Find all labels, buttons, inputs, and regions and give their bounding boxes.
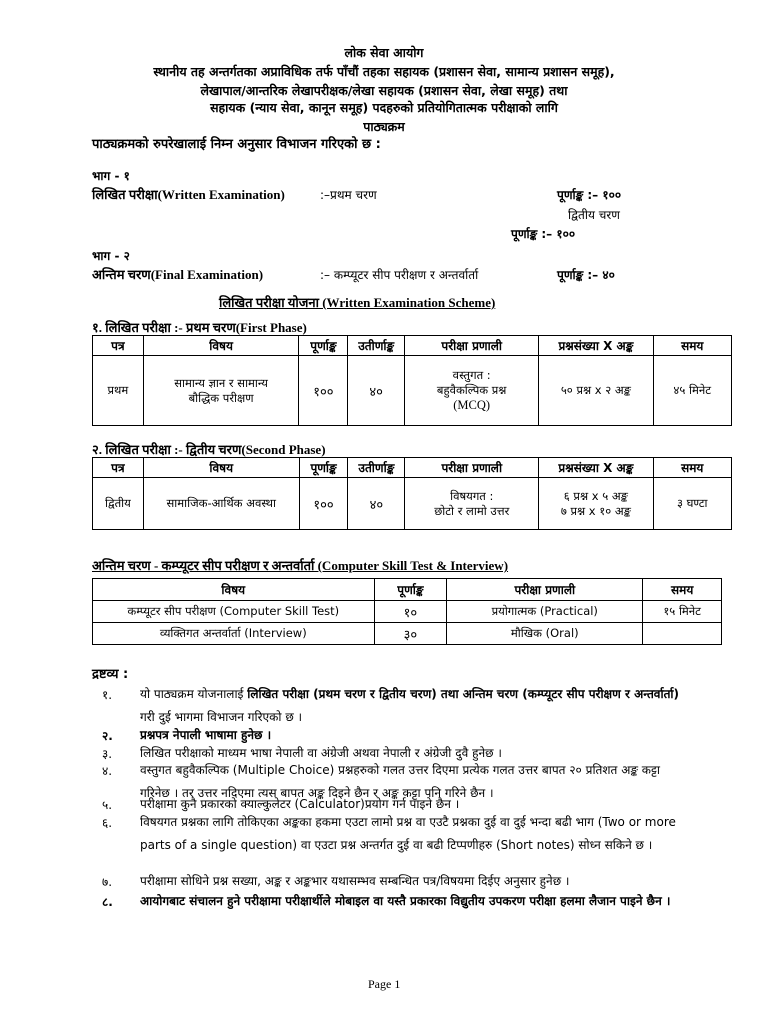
system-line-1: विषयगत : — [450, 488, 494, 503]
note-item-6: विषयगत प्रश्नका लागि तोकिएका अङ्कका हकमा एउटा लामो प्रश्न वा एउटै प्रश्नका दुई वा दुई भन्दा बढी भाग (Two or more parts of a single question) वा एउटा प्रश्न अन्तर्गत दुई वा बढी टिप्पणीहरु (Short notes) सोध्न सकिने छ । — [140, 815, 676, 852]
page-number: Page 1 — [368, 977, 401, 991]
part1-phase2: द्वितीय चरण — [568, 208, 620, 222]
note-number: ३. — [102, 747, 113, 761]
note-item-3: लिखित परीक्षाको माध्यम भाषा नेपाली वा अंग्रेजी अथवा नेपाली र अंग्रेजी दुवै हुनेछ । — [140, 746, 502, 760]
cell-time: ३ घण्टा — [653, 478, 732, 530]
col-header-paper: पत्र — [93, 336, 144, 356]
col-header-subject: विषय — [93, 579, 375, 601]
note-number: ७. — [102, 875, 113, 889]
cell-exam-system: मौखिक (Oral) — [447, 623, 643, 645]
cell-questions: ५० प्रश्न x २ अङ्क — [539, 356, 653, 426]
cell-time: १५ मिनेट — [643, 601, 722, 623]
note-number: १. — [102, 688, 113, 702]
col-header-full-marks: पूर्णाङ्क — [374, 579, 447, 601]
header-line-2: स्थानीय तह अन्तर्गतका अप्राविधिक तर्फ पाँचौं तहका सहायक (प्रशासन सेवा, सामान्य प्रशासन समूह), — [153, 64, 615, 79]
col-header-pass-marks: उतीर्णाङ्क — [348, 458, 405, 478]
col-header-questions: प्रश्नसंख्या X अङ्क — [539, 458, 653, 478]
cell-questions — [539, 478, 653, 530]
note-number: २. — [102, 729, 113, 743]
col-header-pass-marks: उतीर्णाङ्क — [348, 336, 405, 356]
col-header-full-marks: पूर्णाङ्क — [299, 336, 348, 356]
part1-name: लिखित परीक्षा(Written Examination) — [92, 187, 285, 202]
cell-full-marks: १०० — [299, 478, 348, 530]
questions-line-2: ७ प्रश्न x १० अङ्क — [560, 503, 631, 518]
intro-text: पाठ्यक्रमको रुपरेखालाई निम्न अनुसार विभाजन गरिएको छ : — [92, 137, 381, 152]
col-header-questions: प्रश्नसंख्या X अङ्क — [539, 336, 653, 356]
part2-phase: :– कम्प्यूटर सीप परीक्षण र अन्तर्वार्ता — [320, 268, 479, 282]
note-item-2: प्रश्नपत्र नेपाली भाषामा हुनेछ । — [140, 728, 272, 742]
col-header-time: समय — [643, 579, 722, 601]
col-header-paper: पत्र — [93, 458, 144, 478]
part2-name: अन्तिम चरण(Final Examination) — [92, 267, 264, 282]
cell-exam-system: प्रयोगात्मक (Practical) — [447, 601, 643, 623]
cell-subject: व्यक्तिगत अन्तर्वार्ता (Interview) — [93, 623, 375, 645]
system-line-1: वस्तुगत : — [452, 368, 491, 382]
col-header-time: समय — [653, 458, 732, 478]
col-header-time: समय — [653, 336, 731, 356]
subject-line-1: सामान्य ज्ञान र सामान्य — [174, 375, 268, 390]
note-1-post: गरी दुई भागमा विभाजन गरिएको छ । — [140, 709, 303, 724]
system-line-3: (MCQ) — [453, 398, 491, 412]
questions-line-1: ६ प्रश्न x ५ अङ्क — [563, 488, 628, 503]
cell-exam-system — [405, 356, 539, 426]
final-stage-title: अन्तिम चरण - कम्प्यूटर सीप परीक्षण र अन्तर्वार्ता (Computer Skill Test & Interview) — [92, 558, 509, 573]
final-stage-table — [92, 578, 722, 645]
header-line-5: पाठ्यक्रम — [363, 119, 405, 134]
cell-subject: कम्प्यूटर सीप परीक्षण (Computer Skill Test) — [93, 601, 375, 623]
col-header-exam-system: परीक्षा प्रणाली — [447, 579, 643, 601]
notes-title: द्रष्टव्य : — [92, 667, 129, 682]
cell-paper: प्रथम — [93, 356, 144, 426]
header-title: लोक सेवा आयोग — [344, 45, 424, 60]
cell-time: ४५ मिनेट — [653, 356, 731, 426]
note-item-5: परीक्षामा कुनै प्रकारको क्याल्कुलेटर (Calculator)प्रयोग गर्न पाइने छैन । — [140, 797, 460, 811]
note-number: ४. — [102, 764, 113, 778]
note-1-pre: यो पाठ्यक्रम योजनालाई — [140, 687, 248, 701]
header-line-3: लेखापाल/आन्तरिक लेखापरीक्षक/लेखा सहायक (प्रशासन सेवा, लेखा समूह) तथा — [200, 83, 568, 98]
cell-pass-marks: ४० — [348, 356, 405, 426]
cell-full-marks: १० — [374, 601, 447, 623]
cell-subject: सामाजिक-आर्थिक अवस्था — [143, 478, 299, 530]
note-item-7: परीक्षामा सोधिने प्रश्न सख्या, अङ्क र अङ्कभार यथासम्भव सम्बन्धित पत्र/विषयमा दिईए अनुसार हुनेछ । — [140, 874, 570, 888]
second-phase-table — [92, 457, 732, 530]
col-header-exam-system: परीक्षा प्रणाली — [405, 458, 539, 478]
part1-label: भाग - १ — [92, 169, 130, 183]
cell-subject — [143, 356, 299, 426]
cell-exam-system — [405, 478, 539, 530]
first-phase-table — [92, 335, 732, 426]
header-line-4: सहायक (न्याय सेवा, कानून समूह) पदहरुको प्रतियोगितात्मक परीक्षाको लागि — [210, 100, 558, 115]
subject-line-2: बौद्धिक परीक्षण — [188, 390, 254, 405]
system-line-2: छोटो र लामो उत्तर — [434, 503, 510, 518]
table-row — [93, 356, 732, 426]
table-row — [93, 601, 722, 623]
cell-paper: द्वितीय — [93, 478, 144, 530]
cell-full-marks: ३० — [374, 623, 447, 645]
note-item-4: वस्तुगत बहुवैकल्पिक (Multiple Choice) प्रश्नहरुको गलत उत्तर दिएमा प्रत्येक गलत उत्तर बापत २० प्रतिशत अङ्क कट्टा गरिनेछ । तर उत्तर नदिएमा त्यस बापत अङ्क दिइने छैन र अङ्क कट्टा पनि गरिने छैन । — [140, 763, 660, 800]
col-header-subject: विषय — [143, 336, 299, 356]
cell-time — [643, 623, 722, 645]
first-phase-title: १. लिखित परीक्षा :- प्रथम चरण(First Phase) — [92, 320, 307, 335]
part2-label: भाग - २ — [92, 249, 130, 263]
col-header-exam-system: परीक्षा प्रणाली — [405, 336, 539, 356]
note-number: ५. — [102, 798, 113, 812]
note-item-8: आयोगबाट संचालन हुने परीक्षामा परीक्षार्थीले मोबाइल वा यस्तै प्रकारका विद्युतीय उपकरण परीक्षा हलमा लैजान पाइने छैन । — [140, 894, 671, 908]
second-phase-title: २. लिखित परीक्षा :- द्वितीय चरण(Second Phase) — [92, 442, 326, 457]
note-number: ६. — [102, 816, 113, 830]
note-item-1 — [140, 683, 680, 728]
table-row — [93, 623, 722, 645]
system-line-2: बहुवैकल्पिक प्रश्न — [436, 383, 507, 397]
part1-phase1: :–प्रथम चरण — [320, 188, 377, 202]
part1-marks2: पूर्णाङ्क :– १०० — [511, 227, 576, 241]
part2-marks: पूर्णाङ्क :– ४० — [557, 268, 615, 282]
col-header-subject: विषय — [143, 458, 299, 478]
table-row — [93, 478, 732, 530]
cell-full-marks: १०० — [299, 356, 348, 426]
note-1-bold: लिखित परीक्षा (प्रथम चरण र द्वितीय चरण) तथा अन्तिम चरण (कम्प्यूटर सीप परीक्षण र अन्तर्वार्ता) — [247, 687, 680, 701]
scheme-title: लिखित परीक्षा योजना (Written Examination Scheme) — [219, 295, 496, 310]
cell-pass-marks: ४० — [348, 478, 405, 530]
col-header-full-marks: पूर्णाङ्क — [299, 458, 348, 478]
note-number: ८. — [102, 895, 113, 909]
part1-marks1: पूर्णाङ्क :– १०० — [557, 188, 622, 202]
